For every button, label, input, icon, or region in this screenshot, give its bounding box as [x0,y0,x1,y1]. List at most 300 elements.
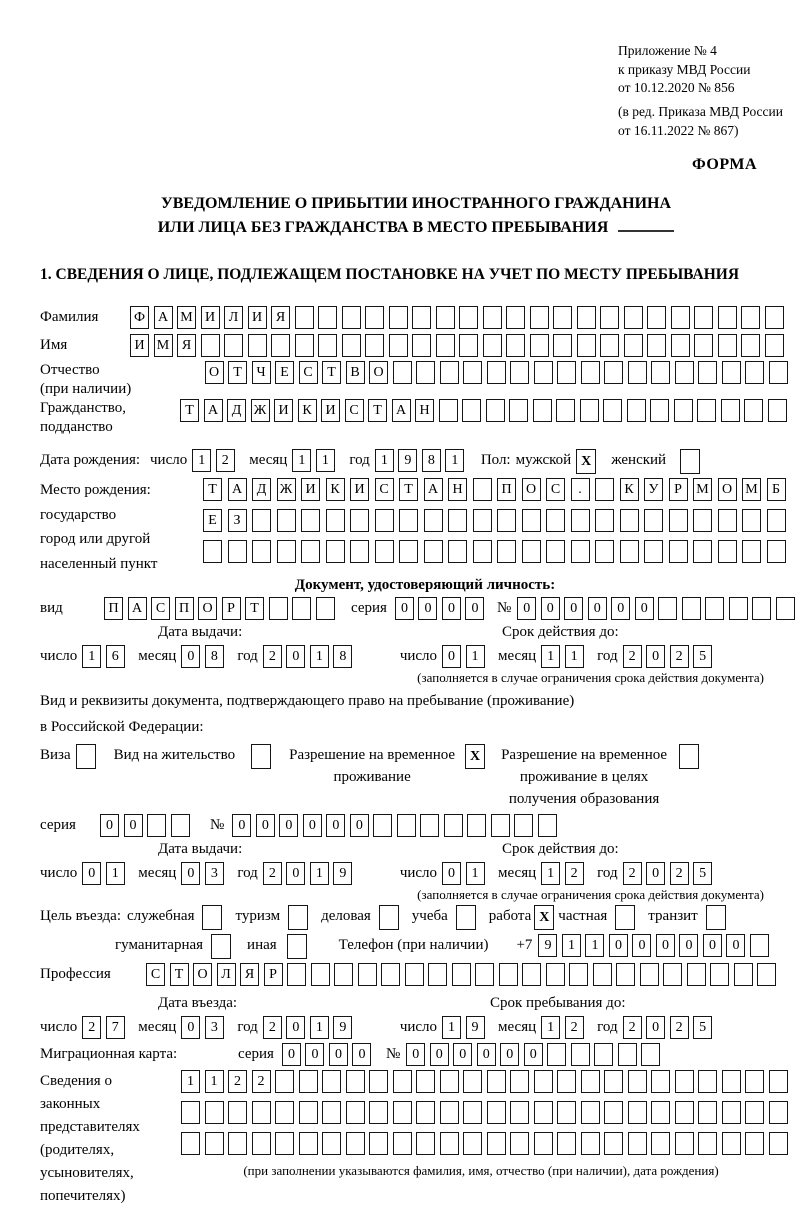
form-cell[interactable] [424,540,443,563]
form-cell[interactable] [675,361,694,384]
form-cell[interactable] [651,1132,670,1155]
form-cell[interactable] [698,1101,717,1124]
form-cell[interactable] [375,540,394,563]
form-cell[interactable] [547,1043,566,1066]
form-cell[interactable]: 0 [124,814,143,837]
form-cell[interactable]: 6 [106,645,125,668]
form-cell[interactable] [534,361,553,384]
form-cell[interactable]: У [644,478,663,501]
form-cell[interactable] [350,540,369,563]
form-cell[interactable] [744,399,763,422]
edu-residence-checkbox[interactable] [679,744,699,769]
form-cell[interactable] [252,1132,271,1155]
form-cell[interactable]: Я [177,334,196,357]
form-cell[interactable]: И [321,399,340,422]
form-cell[interactable]: 0 [465,597,484,620]
form-cell[interactable]: 2 [216,449,235,472]
form-cell[interactable] [687,963,706,986]
form-cell[interactable] [675,1070,694,1093]
form-cell[interactable]: Ж [251,399,270,422]
form-cell[interactable]: 0 [286,645,305,668]
form-cell[interactable] [440,1070,459,1093]
form-cell[interactable] [718,509,737,532]
form-cell[interactable] [506,306,525,329]
form-cell[interactable] [463,1101,482,1124]
form-cell[interactable] [628,1070,647,1093]
form-cell[interactable] [546,963,565,986]
form-cell[interactable] [487,1070,506,1093]
form-cell[interactable] [571,540,590,563]
form-cell[interactable]: О [718,478,737,501]
form-cell[interactable] [462,399,481,422]
form-cell[interactable]: Т [228,361,247,384]
form-cell[interactable] [595,509,614,532]
form-cell[interactable] [682,597,701,620]
form-cell[interactable] [571,1043,590,1066]
form-cell[interactable] [722,1070,741,1093]
form-cell[interactable] [369,1132,388,1155]
form-cell[interactable] [228,1101,247,1124]
form-cell[interactable] [721,399,740,422]
form-cell[interactable] [742,509,761,532]
form-cell[interactable] [277,509,296,532]
form-cell[interactable] [499,963,518,986]
form-cell[interactable] [538,814,557,837]
form-cell[interactable]: 7 [106,1016,125,1039]
form-cell[interactable]: 1 [541,862,560,885]
form-cell[interactable] [627,399,646,422]
form-cell[interactable]: Ф [130,306,149,329]
form-cell[interactable] [698,1070,717,1093]
form-cell[interactable] [533,399,552,422]
form-cell[interactable] [620,509,639,532]
form-cell[interactable] [651,1070,670,1093]
form-cell[interactable] [620,540,639,563]
form-cell[interactable] [444,814,463,837]
form-cell[interactable]: 8 [422,449,441,472]
form-cell[interactable] [252,509,271,532]
form-cell[interactable]: 0 [82,862,101,885]
form-cell[interactable]: 0 [352,1043,371,1066]
form-cell[interactable]: . [571,478,590,501]
form-cell[interactable]: 2 [565,1016,584,1039]
form-cell[interactable]: А [154,306,173,329]
form-cell[interactable]: 0 [329,1043,348,1066]
purpose-other-checkbox[interactable] [287,934,307,959]
form-cell[interactable] [522,963,541,986]
form-cell[interactable]: 1 [375,449,394,472]
form-cell[interactable] [252,540,271,563]
form-cell[interactable] [604,1132,623,1155]
form-cell[interactable] [473,540,492,563]
form-cell[interactable]: П [175,597,194,620]
form-cell[interactable] [765,306,784,329]
form-cell[interactable] [647,334,666,357]
purpose-private-checkbox[interactable] [615,905,635,930]
form-cell[interactable] [522,540,541,563]
form-cell[interactable] [741,306,760,329]
form-cell[interactable] [510,1070,529,1093]
form-cell[interactable] [722,1101,741,1124]
form-cell[interactable] [405,963,424,986]
form-cell[interactable] [420,814,439,837]
form-cell[interactable] [311,963,330,986]
form-cell[interactable]: 9 [398,449,417,472]
form-cell[interactable]: 0 [726,934,745,957]
form-cell[interactable]: С [299,361,318,384]
form-cell[interactable]: 2 [263,645,282,668]
form-cell[interactable]: 0 [282,1043,301,1066]
form-cell[interactable]: 1 [562,934,581,957]
form-cell[interactable]: Т [368,399,387,422]
form-cell[interactable] [693,509,712,532]
form-cell[interactable]: И [301,478,320,501]
form-cell[interactable] [604,1070,623,1093]
form-cell[interactable] [487,1101,506,1124]
form-cell[interactable]: С [546,478,565,501]
form-cell[interactable] [397,814,416,837]
form-cell[interactable]: 0 [232,814,251,837]
form-cell[interactable]: 9 [333,1016,352,1039]
form-cell[interactable] [557,1101,576,1124]
form-cell[interactable]: 0 [305,1043,324,1066]
form-cell[interactable] [318,306,337,329]
form-cell[interactable] [776,597,795,620]
form-cell[interactable]: Б [767,478,786,501]
form-cell[interactable]: 0 [453,1043,472,1066]
form-cell[interactable] [393,1070,412,1093]
purpose-business-checkbox[interactable] [379,905,399,930]
form-cell[interactable]: 1 [541,645,560,668]
form-cell[interactable] [628,1132,647,1155]
form-cell[interactable] [600,334,619,357]
form-cell[interactable] [369,1101,388,1124]
form-cell[interactable]: Ж [277,478,296,501]
form-cell[interactable]: 0 [350,814,369,837]
form-cell[interactable]: 1 [565,645,584,668]
form-cell[interactable]: 9 [538,934,557,957]
form-cell[interactable] [693,540,712,563]
form-cell[interactable] [497,540,516,563]
form-cell[interactable] [710,963,729,986]
form-cell[interactable]: 0 [564,597,583,620]
form-cell[interactable]: О [205,361,224,384]
form-cell[interactable] [439,399,458,422]
form-cell[interactable] [705,597,724,620]
form-cell[interactable] [393,1132,412,1155]
form-cell[interactable] [581,1132,600,1155]
form-cell[interactable] [269,597,288,620]
form-cell[interactable] [628,361,647,384]
form-cell[interactable]: 0 [500,1043,519,1066]
form-cell[interactable] [553,334,572,357]
form-cell[interactable] [393,361,412,384]
form-cell[interactable] [271,334,290,357]
form-cell[interactable] [295,334,314,357]
form-cell[interactable] [546,540,565,563]
form-cell[interactable]: Л [217,963,236,986]
form-cell[interactable]: 1 [310,645,329,668]
form-cell[interactable] [475,963,494,986]
form-cell[interactable] [463,1070,482,1093]
form-cell[interactable] [381,963,400,986]
form-cell[interactable]: 0 [679,934,698,957]
form-cell[interactable] [412,306,431,329]
form-cell[interactable]: 2 [670,862,689,885]
form-cell[interactable]: Т [322,361,341,384]
form-cell[interactable]: М [693,478,712,501]
purpose-service-checkbox[interactable] [202,905,222,930]
form-cell[interactable] [322,1101,341,1124]
form-cell[interactable]: 0 [181,862,200,885]
form-cell[interactable]: 0 [100,814,119,837]
form-cell[interactable] [750,934,769,957]
form-cell[interactable] [301,540,320,563]
female-checkbox[interactable] [680,449,700,474]
form-cell[interactable] [514,814,533,837]
form-cell[interactable]: К [326,478,345,501]
form-cell[interactable] [581,1070,600,1093]
form-cell[interactable]: 2 [670,1016,689,1039]
form-cell[interactable]: 1 [442,1016,461,1039]
form-cell[interactable] [510,1132,529,1155]
form-cell[interactable] [674,399,693,422]
form-cell[interactable] [603,399,622,422]
form-cell[interactable]: С [151,597,170,620]
form-cell[interactable] [346,1132,365,1155]
form-cell[interactable] [346,1070,365,1093]
form-cell[interactable] [440,1101,459,1124]
form-cell[interactable] [473,478,492,501]
form-cell[interactable]: 0 [406,1043,425,1066]
form-cell[interactable]: 1 [585,934,604,957]
form-cell[interactable]: 0 [635,597,654,620]
form-cell[interactable] [334,963,353,986]
form-cell[interactable]: 3 [205,862,224,885]
form-cell[interactable] [440,361,459,384]
form-cell[interactable]: Н [415,399,434,422]
form-cell[interactable]: 0 [442,645,461,668]
form-cell[interactable] [459,334,478,357]
form-cell[interactable] [767,540,786,563]
form-cell[interactable]: 2 [623,1016,642,1039]
form-cell[interactable] [483,334,502,357]
form-cell[interactable] [346,1101,365,1124]
form-cell[interactable] [658,597,677,620]
form-cell[interactable]: Я [271,306,290,329]
form-cell[interactable]: 0 [703,934,722,957]
residence-permit-checkbox[interactable] [251,744,271,769]
form-cell[interactable] [675,1132,694,1155]
form-cell[interactable] [624,306,643,329]
purpose-study-checkbox[interactable] [456,905,476,930]
form-cell[interactable]: А [424,478,443,501]
form-cell[interactable]: 1 [292,449,311,472]
form-cell[interactable] [651,361,670,384]
form-cell[interactable] [742,540,761,563]
form-cell[interactable] [299,1070,318,1093]
form-cell[interactable] [228,540,247,563]
form-cell[interactable] [616,963,635,986]
form-cell[interactable] [768,399,787,422]
form-cell[interactable] [358,963,377,986]
form-cell[interactable] [248,334,267,357]
form-cell[interactable] [448,540,467,563]
form-cell[interactable] [650,399,669,422]
form-cell[interactable]: С [375,478,394,501]
form-cell[interactable] [595,540,614,563]
form-cell[interactable]: В [346,361,365,384]
form-cell[interactable]: А [392,399,411,422]
form-cell[interactable]: Н [448,478,467,501]
form-cell[interactable]: 5 [693,862,712,885]
form-cell[interactable] [663,963,682,986]
form-cell[interactable] [428,963,447,986]
form-cell[interactable] [745,1101,764,1124]
form-cell[interactable]: Р [222,597,241,620]
form-cell[interactable] [389,334,408,357]
form-cell[interactable]: 2 [252,1070,271,1093]
form-cell[interactable] [741,334,760,357]
form-cell[interactable] [769,1070,788,1093]
form-cell[interactable]: 8 [333,645,352,668]
form-cell[interactable] [416,1132,435,1155]
form-cell[interactable] [694,334,713,357]
form-cell[interactable]: О [198,597,217,620]
form-cell[interactable] [581,361,600,384]
form-cell[interactable] [412,334,431,357]
form-cell[interactable]: Т [180,399,199,422]
form-cell[interactable] [467,814,486,837]
form-cell[interactable]: 1 [466,645,485,668]
form-cell[interactable]: 0 [442,862,461,885]
form-cell[interactable] [718,540,737,563]
form-cell[interactable] [373,814,392,837]
form-cell[interactable] [416,1101,435,1124]
form-cell[interactable] [729,597,748,620]
form-cell[interactable]: 1 [316,449,335,472]
form-cell[interactable]: Т [170,963,189,986]
form-cell[interactable]: 0 [256,814,275,837]
form-cell[interactable]: Е [275,361,294,384]
form-cell[interactable] [557,1132,576,1155]
form-cell[interactable] [318,334,337,357]
form-cell[interactable] [448,509,467,532]
form-cell[interactable]: М [177,306,196,329]
form-cell[interactable]: 0 [286,862,305,885]
form-cell[interactable]: 0 [524,1043,543,1066]
form-cell[interactable]: З [228,509,247,532]
form-cell[interactable] [510,361,529,384]
form-cell[interactable] [399,509,418,532]
form-cell[interactable]: И [248,306,267,329]
form-cell[interactable] [557,361,576,384]
form-cell[interactable] [722,361,741,384]
form-cell[interactable]: 8 [205,645,224,668]
form-cell[interactable]: 1 [310,862,329,885]
form-cell[interactable]: 9 [333,862,352,885]
visa-checkbox[interactable] [76,744,96,769]
form-cell[interactable] [604,361,623,384]
form-cell[interactable] [275,1101,294,1124]
form-cell[interactable] [506,334,525,357]
form-cell[interactable]: 2 [623,862,642,885]
form-cell[interactable]: 5 [693,1016,712,1039]
form-cell[interactable] [534,1101,553,1124]
form-cell[interactable]: И [350,478,369,501]
form-cell[interactable] [342,306,361,329]
form-cell[interactable] [618,1043,637,1066]
form-cell[interactable]: А [128,597,147,620]
form-cell[interactable]: 1 [445,449,464,472]
form-cell[interactable] [581,1101,600,1124]
form-cell[interactable]: 2 [263,1016,282,1039]
form-cell[interactable] [205,1101,224,1124]
form-cell[interactable]: 0 [517,597,536,620]
form-cell[interactable]: 0 [430,1043,449,1066]
form-cell[interactable] [745,361,764,384]
form-cell[interactable] [322,1070,341,1093]
temp-residence-checkbox[interactable]: X [465,744,485,769]
form-cell[interactable] [509,399,528,422]
form-cell[interactable] [322,1132,341,1155]
form-cell[interactable] [644,509,663,532]
form-cell[interactable] [569,963,588,986]
form-cell[interactable]: 1 [181,1070,200,1093]
form-cell[interactable] [393,1101,412,1124]
form-cell[interactable] [718,306,737,329]
form-cell[interactable] [734,963,753,986]
form-cell[interactable]: Т [399,478,418,501]
form-cell[interactable] [375,509,394,532]
form-cell[interactable] [436,306,455,329]
form-cell[interactable] [463,1132,482,1155]
form-cell[interactable] [205,1132,224,1155]
form-cell[interactable] [316,597,335,620]
purpose-work-checkbox[interactable]: X [534,905,554,930]
form-cell[interactable] [722,1132,741,1155]
form-cell[interactable]: П [497,478,516,501]
form-cell[interactable]: О [522,478,541,501]
form-cell[interactable]: М [742,478,761,501]
form-cell[interactable] [571,509,590,532]
form-cell[interactable] [416,1070,435,1093]
form-cell[interactable] [416,361,435,384]
form-cell[interactable] [203,540,222,563]
form-cell[interactable] [463,361,482,384]
form-cell[interactable]: Т [203,478,222,501]
form-cell[interactable]: 0 [181,645,200,668]
form-cell[interactable] [577,306,596,329]
form-cell[interactable]: 2 [263,862,282,885]
form-cell[interactable] [275,1070,294,1093]
form-cell[interactable] [295,306,314,329]
form-cell[interactable]: К [298,399,317,422]
form-cell[interactable] [424,509,443,532]
form-cell[interactable]: Т [245,597,264,620]
form-cell[interactable] [671,334,690,357]
form-cell[interactable] [436,334,455,357]
form-cell[interactable]: 2 [623,645,642,668]
form-cell[interactable] [669,540,688,563]
form-cell[interactable] [752,597,771,620]
purpose-transit-checkbox[interactable] [706,905,726,930]
form-cell[interactable]: И [274,399,293,422]
form-cell[interactable] [181,1132,200,1155]
form-cell[interactable] [510,1101,529,1124]
form-cell[interactable] [342,334,361,357]
form-cell[interactable]: 0 [609,934,628,957]
